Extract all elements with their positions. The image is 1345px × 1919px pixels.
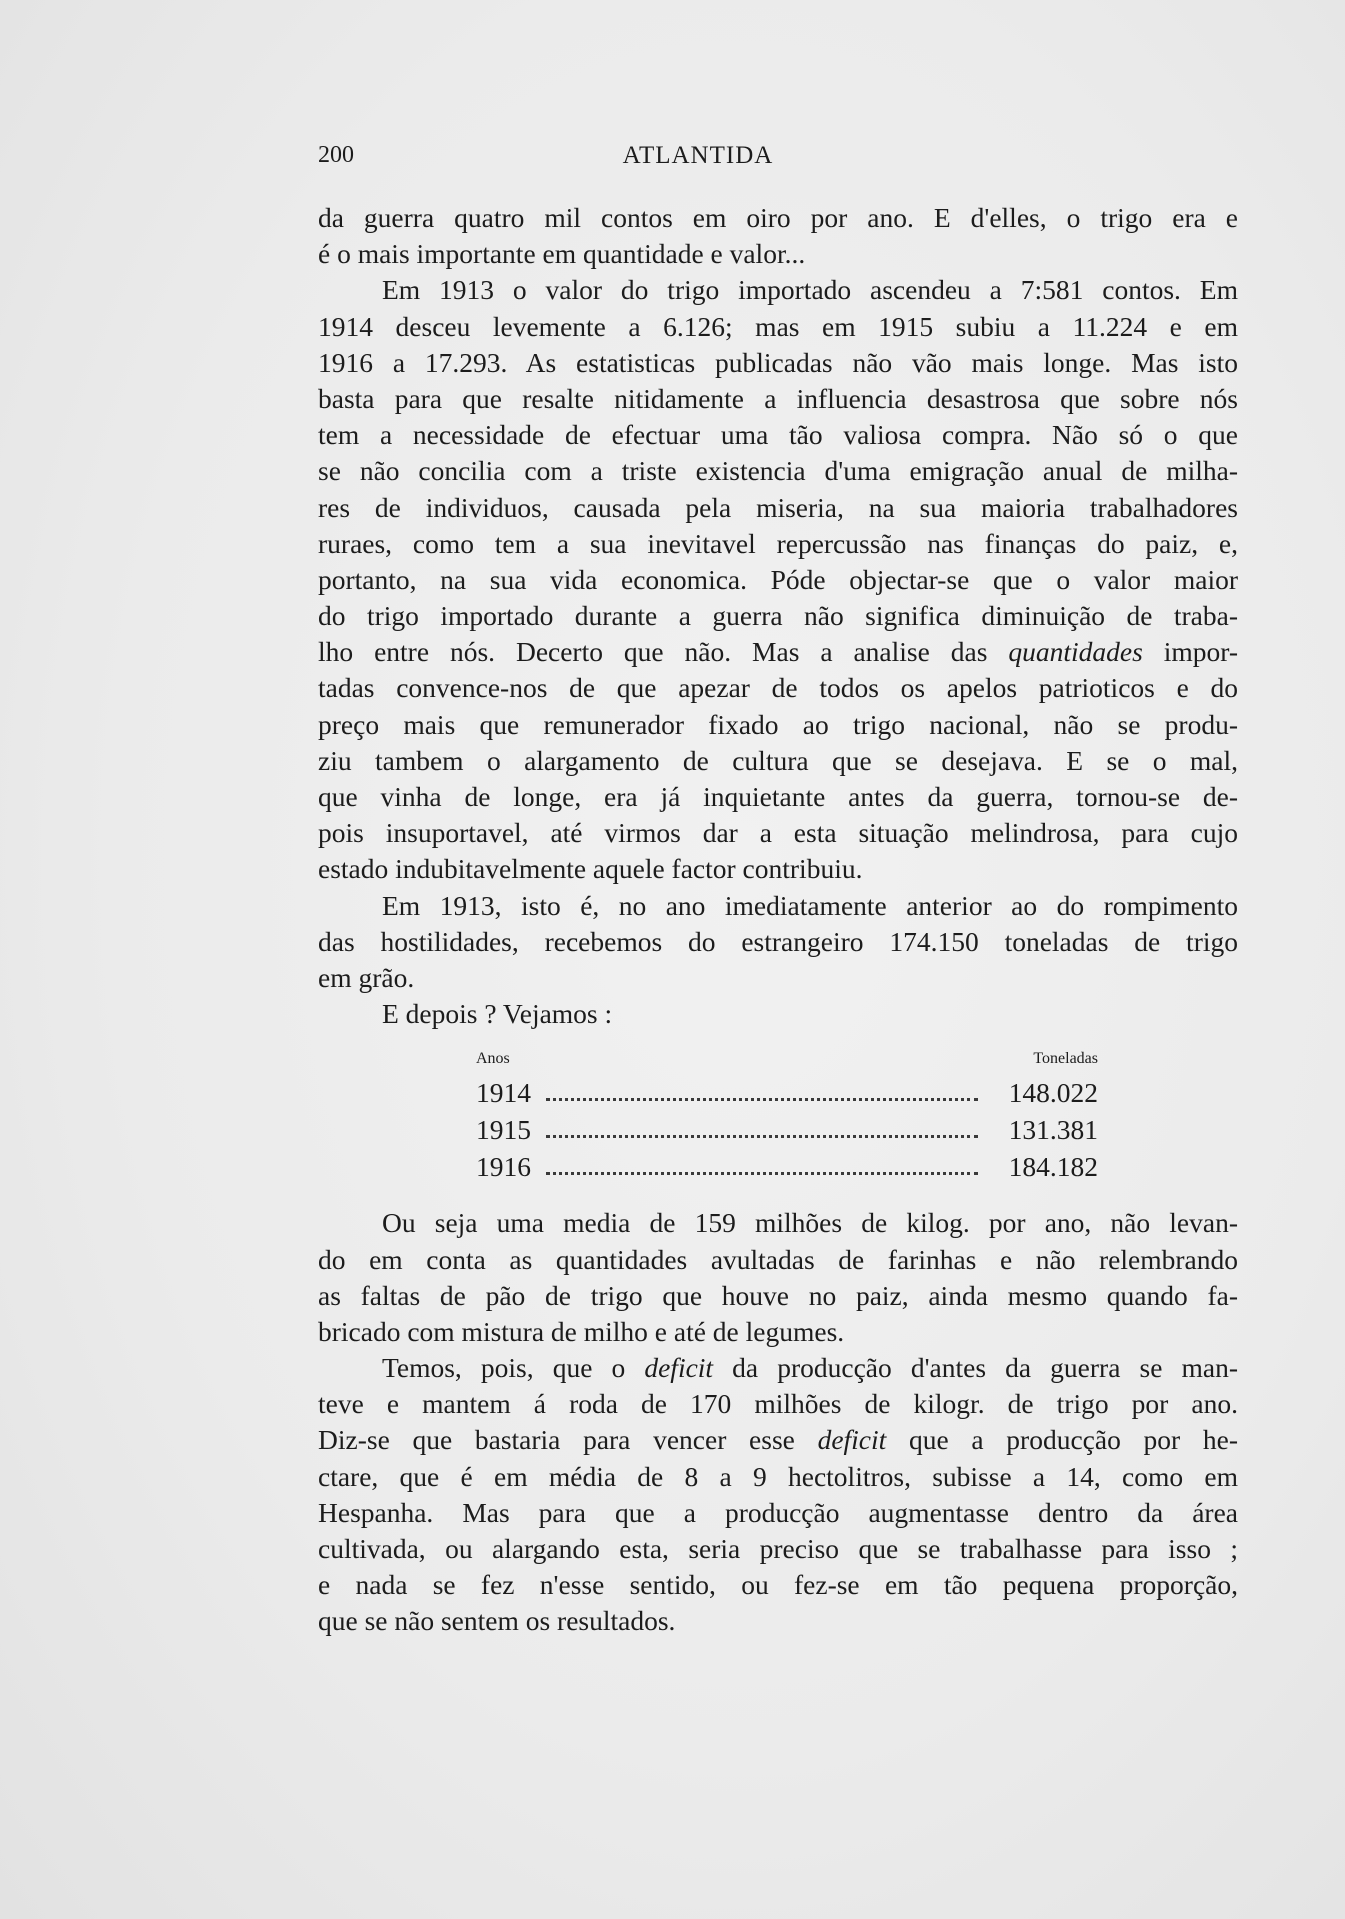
text-line: cultivada, ou alargando esta, seria preciso que se trabalhasse para isso ; — [318, 1533, 1238, 1564]
text-line: em grão. — [318, 961, 415, 993]
imports-table — [476, 1044, 1098, 1185]
cell-year: 1915 — [476, 1114, 531, 1146]
body-text — [318, 200, 1238, 1640]
text-segment: Diz-se que bastaria para vencer esse — [318, 1424, 818, 1456]
text-line: as faltas de pão de trigo que houve no paiz, ainda mesmo quando fa- — [318, 1279, 1238, 1311]
text-line: é o mais importante em quantidade e valor... — [318, 238, 806, 270]
text-line: portanto, na sua vida economica. Póde objectar-se que o valor maior — [318, 563, 1238, 595]
text-line: Ou seja uma media de 159 milhões de kilog. por ano, não levan- — [382, 1207, 1238, 1239]
cell-tons: 184.182 — [1008, 1151, 1098, 1183]
dot-leader — [546, 1172, 978, 1175]
text-line-mixed — [318, 1350, 1238, 1386]
text-line: preço mais que remunerador fixado ao trigo nacional, não se produ- — [318, 708, 1238, 740]
text-segment: impor- — [1142, 636, 1239, 668]
text-line: pois insuportavel, até virmos dar a esta situação melindrosa, para cujo — [318, 817, 1238, 849]
text-line: Em 1913 o valor do trigo importado ascendeu a 7:581 contos. Em — [382, 274, 1238, 306]
text-line-mixed — [318, 1422, 1238, 1458]
italic-word: deficit — [817, 1424, 887, 1456]
text-line: teve e mantem á roda de 170 milhões de kilogr. de trigo por ano. — [318, 1388, 1238, 1420]
running-title: ATLANTIDA — [622, 142, 774, 169]
text-line: Hespanha. Mas para que a producção augmentasse dentro da área — [318, 1496, 1238, 1528]
spacer — [318, 1185, 1238, 1205]
text-line: estado indubitavelmente aquele factor contribuiu. — [318, 853, 863, 885]
cell-tons: 131.381 — [1008, 1114, 1098, 1146]
column-header-years: Anos — [476, 1050, 510, 1068]
text-line: ziu tambem o alargamento de cultura que se desejava. E se o mal, — [318, 744, 1238, 776]
italic-word: quantidades — [1008, 636, 1143, 668]
text-line: e nada se fez n'esse sentido, ou fez-se em tão pequena proporção, — [318, 1569, 1238, 1601]
text-line: da guerra quatro mil contos em oiro por ano. E d'elles, o trigo era e — [318, 202, 1238, 233]
table-row — [476, 1148, 1098, 1185]
table-row — [476, 1074, 1098, 1111]
text-segment: que a producção por he- — [886, 1424, 1238, 1456]
text-line: tem a necessidade de efectuar uma tão valiosa compra. Não só o que — [318, 419, 1238, 451]
text-line: res de individuos, causada pela miseria, na sua maioria trabalhadores — [318, 491, 1238, 523]
italic-word: deficit — [644, 1352, 714, 1384]
cell-year: 1914 — [476, 1077, 531, 1109]
text-line: se não concilia com a triste existencia d'uma emigração anual de milha- — [318, 455, 1238, 487]
column-header-tons: Toneladas — [1033, 1050, 1098, 1068]
text-segment: Temos, pois, que o — [382, 1352, 645, 1384]
text-segment: da producção d'antes da guerra se man- — [713, 1352, 1238, 1384]
text-line: Em 1913, isto é, no ano imediatamente anterior ao do rompimento — [382, 889, 1238, 921]
cell-tons: 148.022 — [1008, 1077, 1098, 1109]
text-line: do em conta as quantidades avultadas de farinhas e não relembrando — [318, 1243, 1238, 1275]
text-line: 1916 a 17.293. As estatisticas publicadas não vão mais longe. Mas isto — [318, 346, 1238, 378]
text-line: do trigo importado durante a guerra não significa diminuição de traba- — [318, 600, 1238, 632]
text-line: que se não sentem os resultados. — [318, 1605, 676, 1637]
text-line: ctare, que é em média de 8 a 9 hectolitros, subisse a 14, como em — [318, 1460, 1238, 1492]
text-line: 1914 desceu levemente a 6.126; mas em 1915 subiu a 11.224 e em — [318, 310, 1238, 342]
text-line: bricado com mistura de milho e até de legumes. — [318, 1315, 845, 1347]
dot-leader — [546, 1135, 978, 1138]
cell-year: 1916 — [476, 1151, 531, 1183]
page-number: 200 — [318, 142, 354, 168]
dot-leader — [546, 1098, 978, 1101]
page-header — [318, 142, 1078, 176]
text-line: das hostilidades, recebemos do estrangeiro 174.150 toneladas de trigo — [318, 925, 1238, 957]
table-row — [476, 1111, 1098, 1148]
text-line: tadas convence-nos de que apezar de todos os apelos patrioticos e do — [318, 672, 1238, 704]
text-line: E depois ? Vejamos : — [382, 998, 613, 1030]
text-line: ruraes, como tem a sua inevitavel repercussão nas finanças do paiz, e, — [318, 527, 1238, 559]
text-line-mixed — [318, 634, 1238, 670]
text-segment: lho entre nós. Decerto que não. Mas a analise das — [318, 636, 1009, 668]
table-header — [476, 1044, 1098, 1074]
text-line: que vinha de longe, era já inquietante antes da guerra, tornou-se de- — [318, 781, 1238, 812]
text-line: basta para que resalte nitidamente a influencia desastrosa que sobre nós — [318, 382, 1238, 414]
